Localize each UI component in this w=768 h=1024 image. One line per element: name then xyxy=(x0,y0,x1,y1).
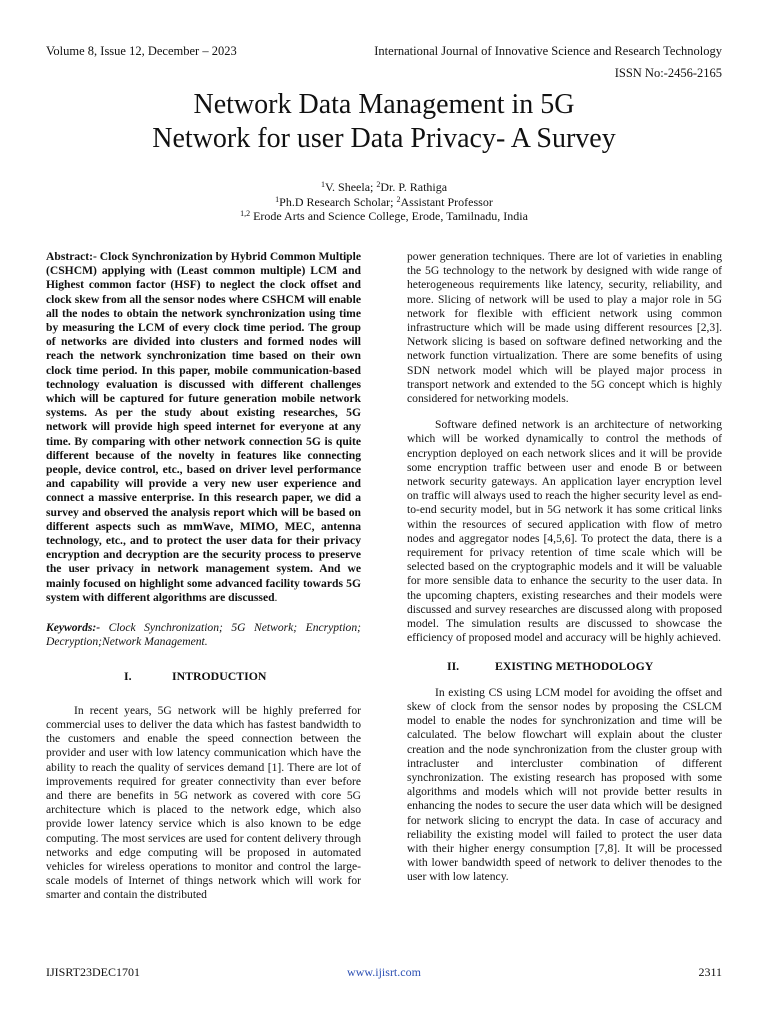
header-volume: Volume 8, Issue 12, December – 2023 xyxy=(46,44,237,58)
header-issn: ISSN No:-2456-2165 xyxy=(614,66,722,80)
keywords-label: Keywords:- xyxy=(46,621,101,635)
left-column xyxy=(46,250,361,903)
section-heading-introduction: I. INTRODUCTION xyxy=(124,669,267,684)
abstract-label: Abstract:- xyxy=(46,250,97,263)
right-column xyxy=(407,250,722,885)
keywords xyxy=(46,621,361,649)
author-block xyxy=(0,180,768,224)
sdn-paragraph: Software defined network is an architecture of networking which will be worked dynamically to control the methods of encryption deployed on each network slices and it will be provide some encryption traffic between user and enode B or between network security gateways. An application layer encryption level on traffic will always used to reach the higher security level as end-to-end security model, but in 5G network it has some critical links within the resources of secured application with flow of metro nodes and aggregator nodes [4,5,6]. To protect the data, there is a requirement for privacy retention of time scale which will be selected based on the cryptographic models and it will be valuable for more sensible data to enhance the security to the user data. In the upcoming chapters, existing researches and their models were discussed and survey researches are discussed along with proposed model. The simulation results are discussed to showcase the efficiency of proposed model and accuracy will be highly achieved. xyxy=(407,418,722,645)
footer-paper-id: IJISRT23DEC1701 xyxy=(46,965,140,979)
intro-paragraph: In recent years, 5G network will be highly preferred for commercial uses to deliver the data which has fastest bandwidth to the customers and enable the speed connection between the provider and user with low latency communication which have the ability to reach the quality of services demand [1]. There are lot of improvements required for greater connectivity than ever before and there are benefits in 5G network as covered with core 5G architecture which is placed to the network edge, which also provide lower latency service which is also known to be edge computing. The most services are used for content delivery through networks and edge computing will be proposed in automated vehicles for wireless operations to monitor and control the large-scale models of Internet of things network which will work for smarter and contain the distributed xyxy=(46,703,361,902)
footer-page-number: 2311 xyxy=(698,965,722,979)
abstract-text: Clock Synchronization by Hybrid Common Multiple (CSHCM) applying with (Least common multiple) LCM and Highest common factor (HSF) to neglect the clock offset and clock skew from all the sensor nodes where CSHCM will enable all the nodes to obtain the network synchronization using time by measuring the LCM of every clock time period. The group of networks are divided into clusters and formed nodes will reach the network synchronization time based on their own clock time period. In this paper, mobile communication-based technology evaluation is discussed with different challenges which will be captured for future generation mobile network systems. As per the study about existing researches, 5G network will provide high speed internet for everyone at any time. By comparing with other network connection 5G is quite different because of the novelty in features like connecting people, device control, etc., based on driver level performance and capability will provide a very new user experience and connect a massive enterprise. In this research paper, we did a survey and observed the analysis report which will be based on different aspects such as mmWave, MIMO, MEC, antenna technology, etc., and to protect the user data for their privacy encryption and decryption are the security process to preserve the user privacy in network management system. And we mainly focused on highlight some advanced facility towards 5G system with different algorithms are discussed xyxy=(46,250,361,604)
title-line-2: Network for user Data Privacy- A Survey xyxy=(152,123,616,154)
paper-title xyxy=(0,88,768,156)
intro-paragraph-continued: power generation techniques. There are lot of varieties in enabling the 5G technology to the network by designed with wide range of heterogeneous requirements like latency, security, reliability, and more. Slicing of network will be used to play a major role in 5G network for flexible with efficient network using common infrastructure which will be made using different resources [2,3]. Network slicing is based on software defined networking and the network function virtualization. There are some benefits of using SDN network model which will be played major process in transport network and extended to the 5G concept which is highly considered for networking models. xyxy=(407,250,722,406)
author-affiliation: $^{1,2}$ Erode Arts and Science College, Erode, Tamilnadu, India xyxy=(240,209,528,223)
abstract: Abstract:- Clock Synchronization by Hybrid Common Multiple (CSHCM) applying with (Least common multiple) LCM and Highest common factor (HSF) to neglect the clock offset and clock skew from all the sensor nodes where CSHCM will enable all the nodes to obtain the network synchronization using time by measuring the LCM of every clock time period. The group of networks are divided into clusters and formed nodes will reach the network synchronization time based on their own clock time period. In this paper, mobile communication-based technology evaluation is discussed with different challenges which will be captured for future generation mobile network systems. As per the study about existing researches, 5G network will provide high speed internet for everyone at any time. By comparing with other network connection 5G is quite different because of the novelty in features like connecting people, device control, etc., based on driver level performance and capability will provide a very new user experience and connect a massive enterprise. In this research paper, we did a survey and observed the analysis report which will be based on different aspects such as mmWave, MIMO, MEC, antenna technology, etc., and to protect the user data for their privacy encryption and decryption are the security process to preserve the user privacy in network management system. And we mainly focused on highlight some advanced facility towards 5G system with different algorithms are discussed. xyxy=(46,250,361,604)
header-journal: International Journal of Innovative Science and Research Technology xyxy=(374,44,722,58)
author-names: $^1$V. Sheela; $^2$Dr. P. Rathiga xyxy=(320,180,448,194)
section-heading-existing-methodology: II. EXISTING METHODOLOGY xyxy=(447,659,654,674)
footer-url-link[interactable]: www.ijisrt.com xyxy=(347,965,421,979)
existing-methodology-paragraph: In existing CS using LCM model for avoiding the offset and skew of clock from the sensor nodes by proposing the CSLCM model to enable the nodes for synchronization and time will be calculated. The below flowchart will explain about the cluster creation and the node synchronization from the cluster group with intracluster and intercluster combination of different synchronization. The existing research has proposed with some algorithms and models which will not provide better results in enhancing the nodes to secure the user data which will be designed for network slicing to encrypt the data. In case of accuracy and reliability the existing model will failed to protect the user data with their higher energy consumption [7,8]. It will be processed with lower bandwidth speed of network to deliver thenodes to the user with low latency. xyxy=(407,685,722,884)
keywords-text: Clock Synchronization; 5G Network; Encryption; Decryption;Network Management. xyxy=(46,621,361,649)
title-line-1: Network Data Management in 5G xyxy=(193,89,575,120)
author-roles: $^1$Ph.D Research Scholar; $^2$Assistant Professor xyxy=(275,194,493,209)
